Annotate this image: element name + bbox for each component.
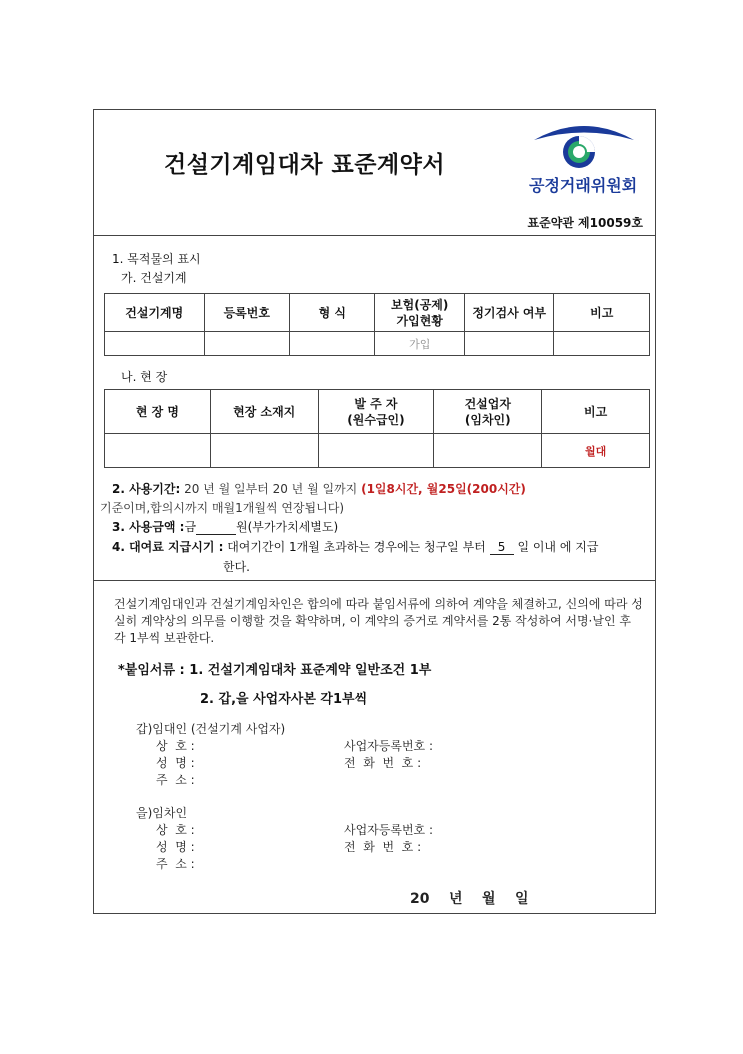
col-header: (원수급인) — [347, 412, 405, 427]
divider — [94, 580, 655, 581]
col-header: 현장 소재지 — [210, 390, 318, 434]
attachment-1: *붙임서류 : 1. 건설기계임대차 표준계약 일반조건 1부 — [118, 663, 432, 678]
section1-sub-a: 가. 건설기계 — [121, 271, 187, 285]
section1-sub-b: 나. 현 장 — [121, 370, 168, 384]
section2-text: 20 년 월 일부터 20 년 월 일까지 — [184, 482, 358, 496]
contract-page — [93, 109, 656, 914]
party-b-company: 상 호 : — [156, 823, 195, 837]
standard-number: 표준약관 제10059호 — [527, 216, 643, 230]
ftc-logo-icon — [529, 120, 639, 175]
party-a-heading: 갑)임대인 (건설기계 사업자) — [136, 722, 286, 736]
section4-text-b: 일 이내 에 지급 — [517, 540, 599, 554]
col-header: 형 식 — [290, 294, 375, 332]
col-header: 건설업자 — [464, 396, 511, 411]
col-header-insurance — [375, 294, 464, 332]
table-cell — [318, 434, 434, 468]
party-a-address: 주 소 : — [156, 773, 195, 787]
equipment-table — [104, 293, 650, 356]
section3-label: 3. 사용금액 : — [112, 520, 185, 534]
party-a-biz-no: 사업자등록번호 : — [344, 739, 434, 753]
party-b-phone: 전 화 번 호 : — [344, 840, 422, 854]
table-cell — [290, 332, 375, 356]
col-header: 보험(공제) — [391, 297, 449, 312]
table-cell — [464, 332, 553, 356]
section3-line — [112, 518, 338, 535]
section4-days: 5 — [490, 540, 514, 555]
col-header-contractor — [434, 390, 542, 434]
party-a-phone: 전 화 번 호 : — [344, 756, 422, 770]
table-cell — [105, 332, 205, 356]
col-header: (임차인) — [464, 412, 511, 427]
col-header: 가입현황 — [396, 313, 443, 328]
col-header: 비고 — [554, 294, 650, 332]
table-cell: 월대 — [542, 434, 650, 468]
col-header: 정기검사 여부 — [464, 294, 553, 332]
section2-label: 2. 사용기간: — [112, 482, 181, 496]
agreement-paragraph: 건설기계임대인과 건설기계임차인은 합의에 따라 붙임서류에 의하여 계약을 체결하고, 신의에 따라 성실히 계약상의 의무를 이행할 것을 확약하며, 이 계약의 증거로 계약서를 2통 작성하여 서명·날인 후 각 1부씩 보관한다. — [114, 597, 643, 645]
party-b-biz-no: 사업자등록번호 : — [344, 823, 434, 837]
section4-line1 — [112, 538, 598, 555]
col-header: 등록번호 — [204, 294, 289, 332]
section2-line2: 기준이며,합의시까지 매월1개월씩 연장됩니다) — [100, 501, 345, 515]
table-cell — [210, 434, 318, 468]
amount-blank — [196, 520, 236, 535]
section3-suffix: 원(부가가치세별도) — [236, 520, 339, 534]
col-header-client — [318, 390, 434, 434]
section1-heading: 1. 목적물의 표시 — [112, 252, 201, 266]
section2-line1 — [112, 480, 526, 497]
table-cell — [434, 434, 542, 468]
section4-text-a: 대여기간이 1개월 초과하는 경우에는 청구일 부터 — [227, 540, 486, 554]
table-cell — [554, 332, 650, 356]
attachment-2: 2. 갑,을 사업자사본 각1부씩 — [200, 692, 368, 707]
section4-label: 4. 대여료 지급시기 : — [112, 540, 224, 554]
col-header: 비고 — [542, 390, 650, 434]
header — [94, 110, 655, 236]
site-table — [104, 389, 650, 468]
page-title: 건설기계임대차 표준계약서 — [164, 152, 446, 178]
party-b-heading: 을)임차인 — [136, 806, 188, 820]
section3-prefix: 금 — [184, 520, 197, 534]
table-cell: 가입 — [375, 332, 464, 356]
party-b-address: 주 소 : — [156, 857, 195, 871]
section2-red-text: (1일8시간, 월25일(200시간) — [361, 482, 526, 496]
col-header: 발 주 자 — [354, 396, 398, 411]
table-cell — [105, 434, 211, 468]
col-header: 건설기계명 — [105, 294, 205, 332]
table-cell — [204, 332, 289, 356]
section4-line2: 한다. — [223, 560, 250, 574]
col-header: 현 장 명 — [105, 390, 211, 434]
party-a-company: 상 호 : — [156, 739, 195, 753]
party-b-name: 성 명 : — [156, 840, 195, 854]
contract-date: 20 년 월 일 — [410, 891, 529, 907]
party-a-name: 성 명 : — [156, 756, 195, 770]
logo-text: 공정거래위원회 — [529, 176, 638, 195]
